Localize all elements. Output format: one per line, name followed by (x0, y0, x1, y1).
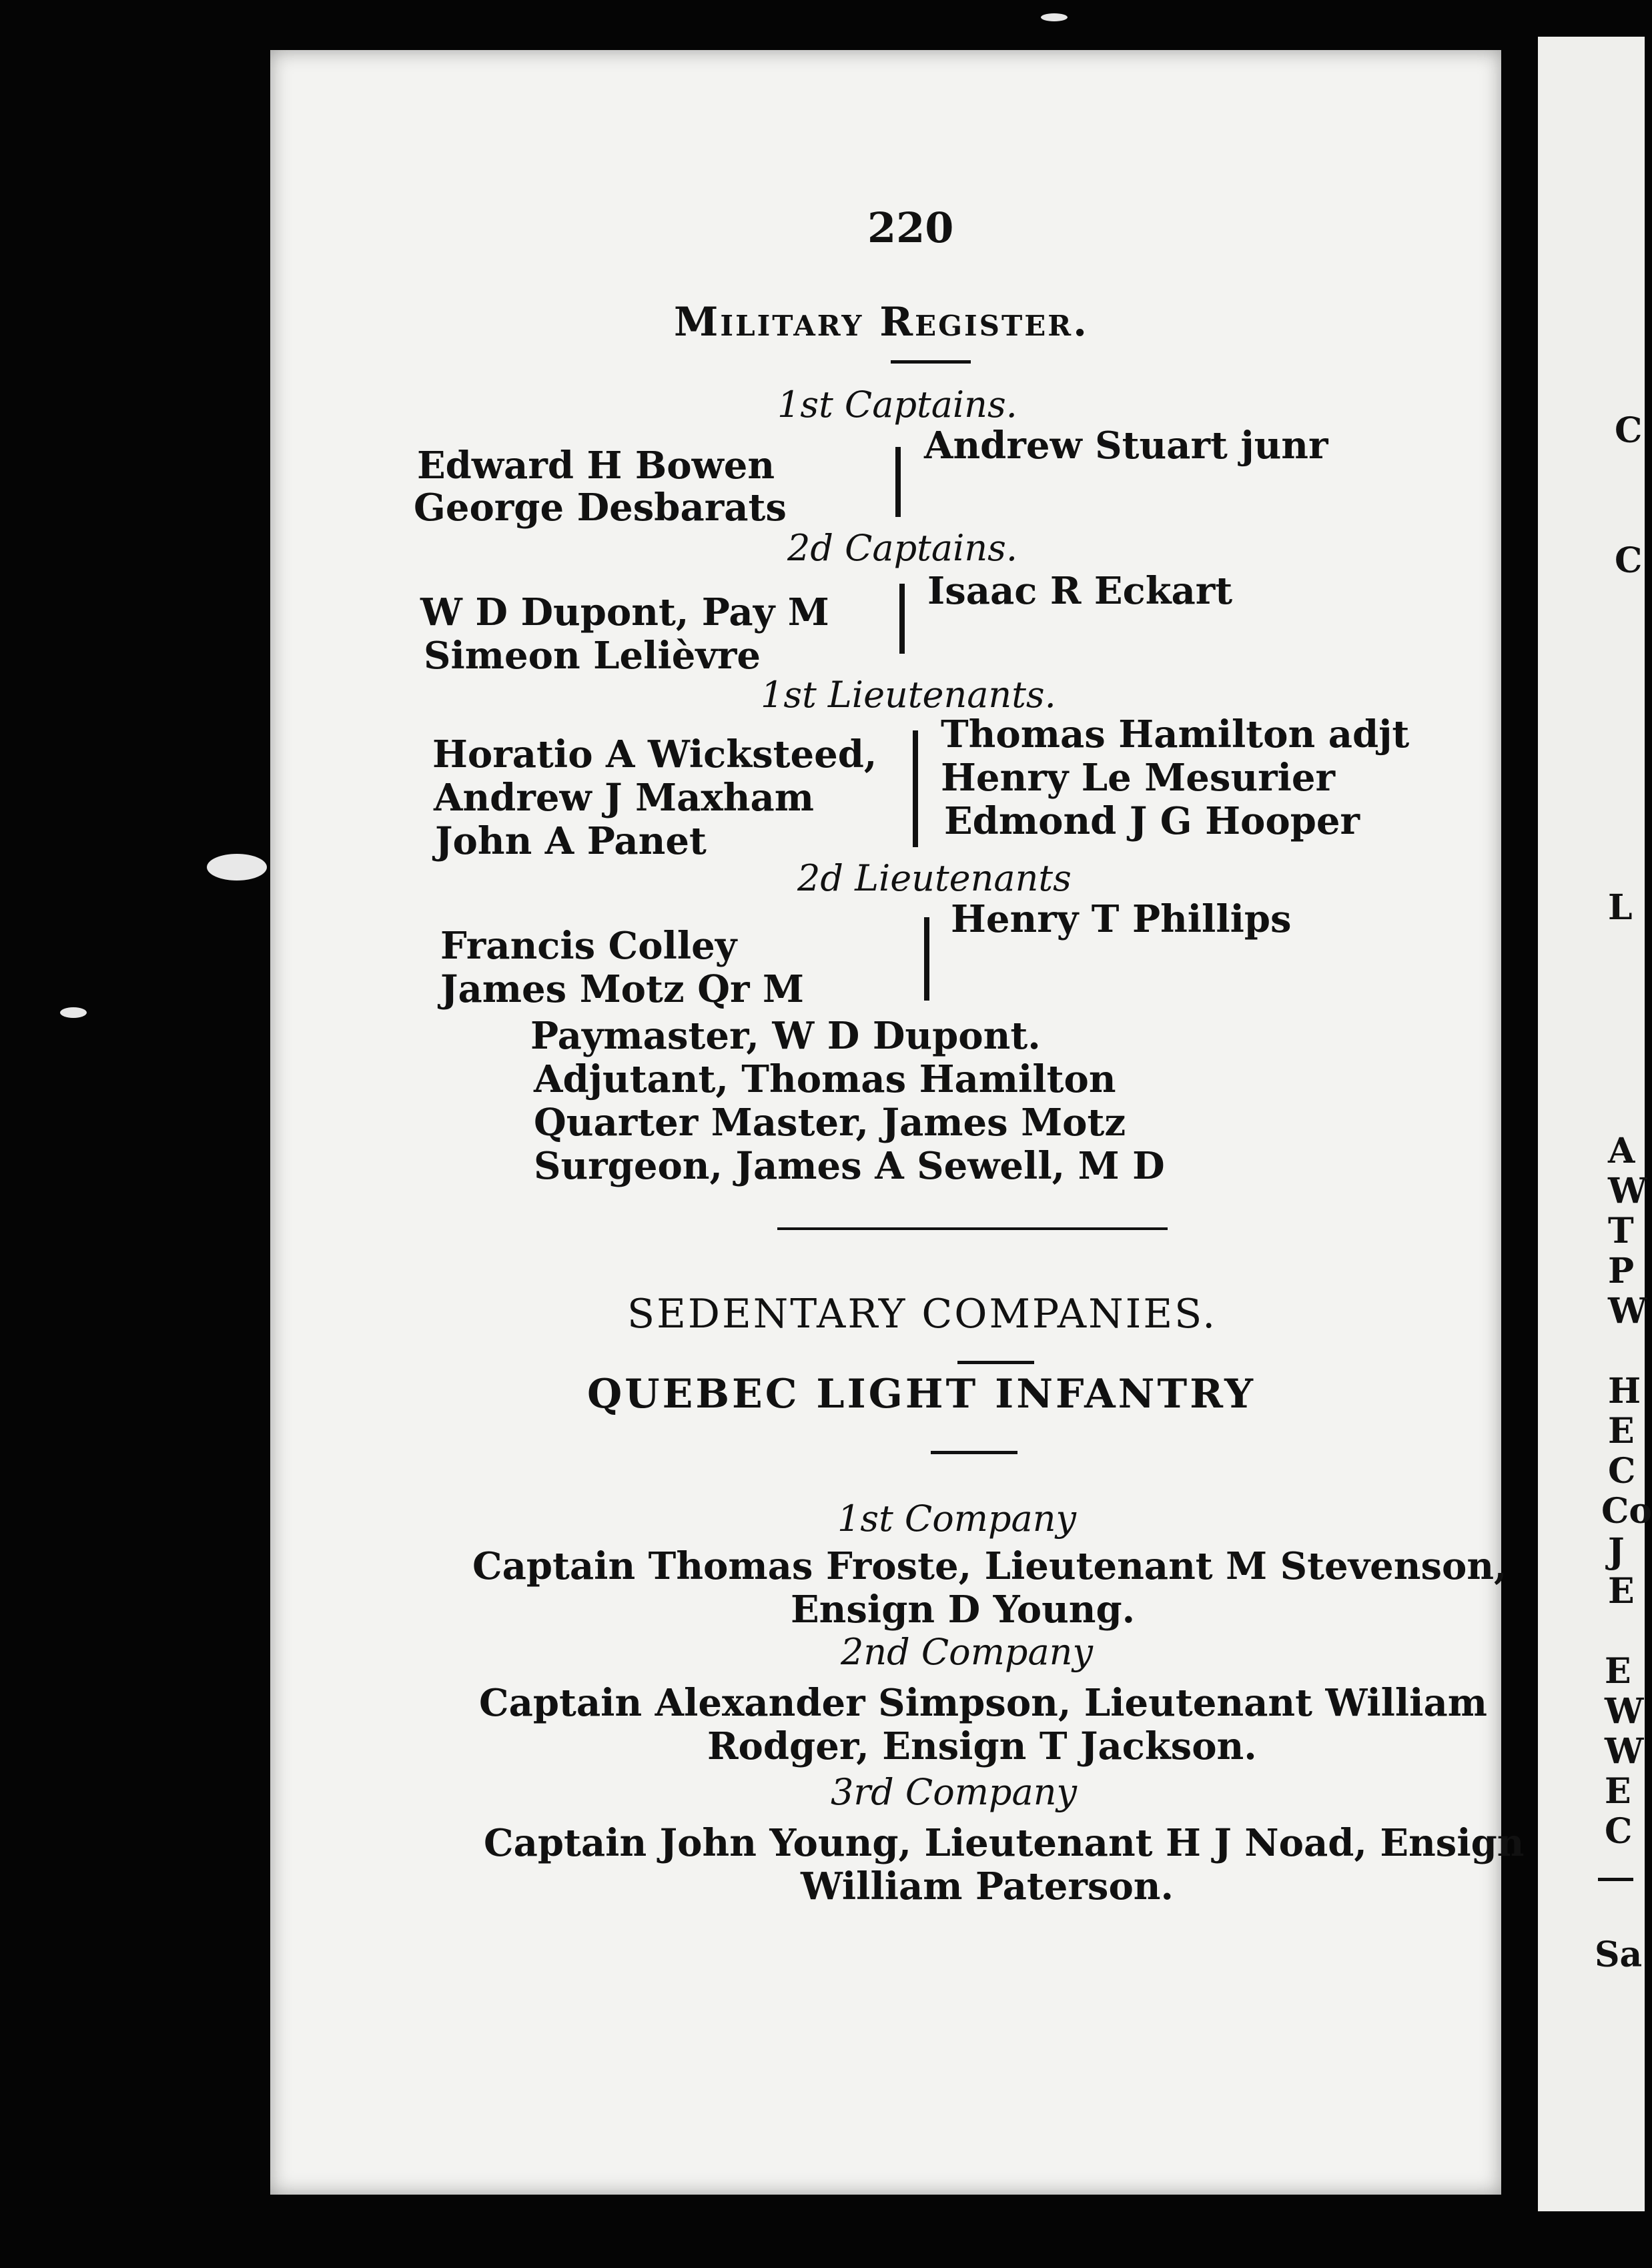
adjacent-page-letter: W (1605, 1691, 1644, 1732)
scan-speck (207, 854, 267, 881)
corps-heading: QUEBEC LIGHT INFANTRY (587, 1371, 1256, 1418)
adjacent-page-letter: C (1608, 1451, 1636, 1492)
adjacent-page-letter: E (1608, 1571, 1635, 1612)
adjacent-page-letter: W (1608, 1291, 1647, 1331)
adjacent-page-letter: Co (1601, 1491, 1652, 1532)
adjacent-page-letter: H (1608, 1371, 1641, 1411)
company-line: Rodger, Ensign T Jackson. (707, 1724, 1257, 1768)
company-line: Ensign D Young. (791, 1588, 1136, 1632)
officer-name: Isaac R Eckart (927, 569, 1233, 613)
company-line: Captain Alexander Simpson, Lieutenant William (479, 1681, 1487, 1725)
officer-name: Simeon Lelièvre (424, 634, 761, 678)
company-title: 3rd Company (831, 1771, 1077, 1813)
heading-rule (891, 360, 971, 364)
adjacent-page (1538, 37, 1645, 2211)
company-title: 1st Company (837, 1498, 1077, 1540)
column-divider (899, 584, 905, 654)
adjacent-page-letter: C (1605, 1811, 1633, 1852)
adjacent-page-rule (1598, 1878, 1633, 1881)
company-title: 2nd Company (841, 1631, 1093, 1673)
adjacent-page-letter: Sa (1595, 1934, 1643, 1975)
column-divider (895, 447, 901, 517)
officer-name: George Desbarats (414, 486, 787, 530)
adjacent-page-letter: L (1608, 887, 1633, 928)
adjacent-page-letter: E (1605, 1771, 1631, 1812)
scan-speck (60, 1007, 87, 1018)
company-line: Captain Thomas Froste, Lieutenant M Stevenson, (472, 1544, 1507, 1588)
officer-name: James Motz Qr M (440, 967, 804, 1011)
section-title: 2d Lieutenants (797, 857, 1072, 899)
heading-rule (931, 1451, 1017, 1454)
staff-line: Adjutant, Thomas Hamilton (534, 1057, 1116, 1101)
page-heading: Military Register. (674, 299, 1090, 346)
section-title: 1st Lieutenants. (761, 674, 1056, 716)
adjacent-page-letter: J (1608, 1531, 1625, 1572)
staff-line: Quarter Master, James Motz (534, 1101, 1126, 1145)
company-line: Captain John Young, Lieutenant H J Noad, Ensign (484, 1821, 1525, 1865)
officer-name: Edmond J G Hooper (944, 799, 1360, 843)
officer-name: Andrew J Maxham (434, 776, 815, 820)
heading-rule (957, 1361, 1034, 1364)
officer-name: Andrew Stuart junr (924, 424, 1328, 468)
adjacent-page-letter: W (1605, 1731, 1644, 1772)
officer-name: Horatio A Wicksteed, (432, 732, 877, 776)
officer-name: W D Dupont, Pay M (420, 590, 829, 634)
officer-name: Francis Colley (440, 924, 737, 968)
officer-name: Edward H Bowen (417, 444, 775, 488)
column-divider (913, 730, 918, 847)
company-line: William Paterson. (801, 1864, 1174, 1908)
officer-name: Henry T Phillips (951, 897, 1292, 941)
adjacent-page-letter: A (1608, 1131, 1635, 1171)
officer-name: Henry Le Mesurier (941, 756, 1336, 800)
officer-name: Thomas Hamilton adjt (941, 712, 1410, 756)
adjacent-page-letter: E (1608, 1411, 1635, 1452)
section-divider (777, 1227, 1168, 1230)
adjacent-page-letter: C (1615, 540, 1643, 581)
sedentary-heading: SEDENTARY COMPANIES. (627, 1291, 1218, 1337)
adjacent-page-letter: T (1608, 1211, 1634, 1251)
officer-name: John A Panet (435, 819, 707, 863)
adjacent-page-letter: P (1608, 1251, 1635, 1291)
adjacent-page-letter: E (1605, 1651, 1631, 1692)
section-title: 2d Captains. (787, 527, 1017, 569)
page-number: 220 (867, 203, 954, 252)
adjacent-page-letter: C (1615, 410, 1643, 451)
column-divider (924, 917, 929, 1001)
adjacent-page-letter: W (1608, 1171, 1647, 1211)
staff-line: Surgeon, James A Sewell, M D (534, 1144, 1165, 1188)
staff-line: Paymaster, W D Dupont. (530, 1014, 1041, 1058)
section-title: 1st Captains. (777, 384, 1017, 426)
scan-speck (1041, 13, 1068, 21)
